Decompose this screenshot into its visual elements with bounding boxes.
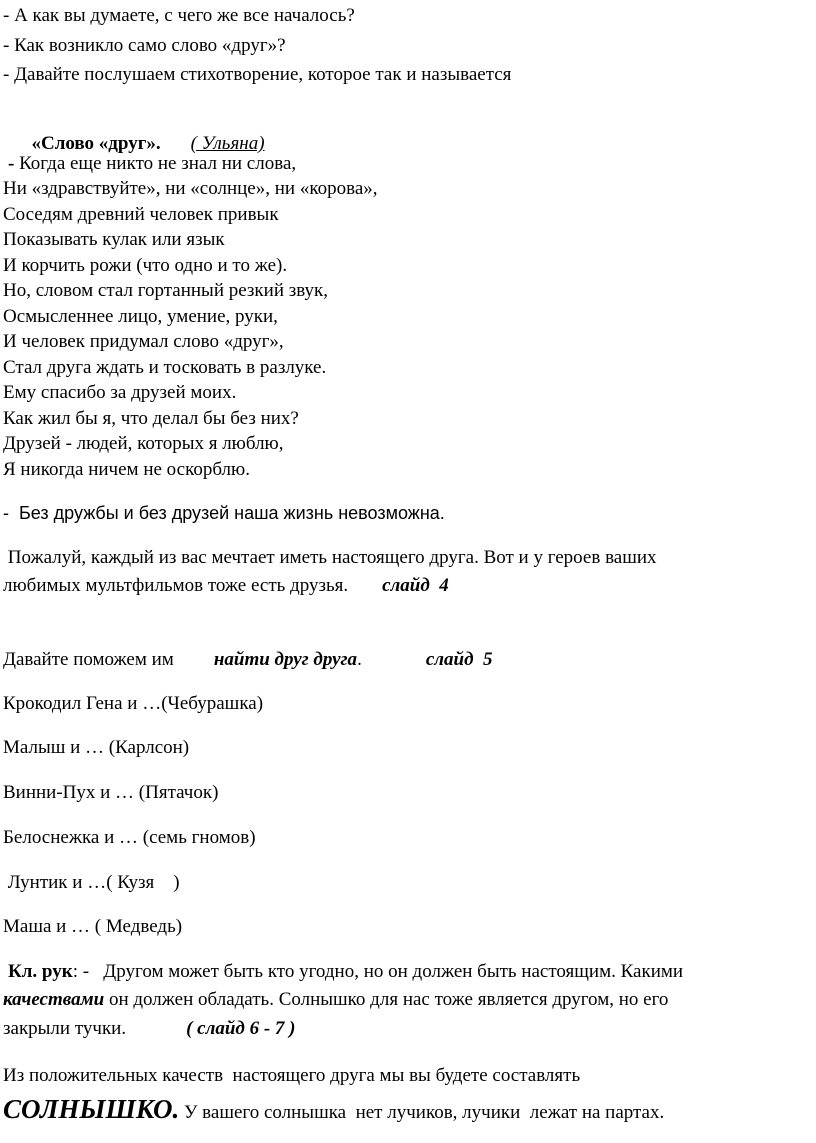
- slide-5-label: слайд 5: [425, 649, 493, 670]
- poem-line-3: Соседям древний человек привык: [3, 204, 279, 225]
- poem-line-2: Ни «здравствуйте», ни «солнце», ни «корова»,: [3, 178, 378, 199]
- poem-line-12: Друзей - людей, которых я люблю,: [3, 433, 284, 454]
- poem-line-11: Как жил бы я, что делал бы без них?: [3, 408, 299, 429]
- help-dot: .: [357, 649, 362, 670]
- pair-3: Винни-Пух и … (Пятачок): [3, 782, 219, 803]
- poem-line-7: Осмысленнее лицо, умение, руки,: [3, 306, 278, 327]
- teacher-line-3: [3, 1017, 296, 1041]
- paragraph-line-2-text: любимых мультфильмов тоже есть друзья.: [3, 575, 349, 596]
- final-line-2: [3, 1093, 664, 1129]
- sun-word: СОЛНЫШКО.: [3, 1094, 180, 1124]
- poem-author: ( Ульяна): [190, 133, 265, 154]
- poem-line-8: И человек придумал слово «друг»,: [3, 331, 284, 352]
- final-rest: У вашего солнышка нет лучиков, лучики лежат на партах.: [179, 1102, 665, 1123]
- poem-title: «Слово «друг».: [31, 133, 161, 154]
- poem-line-10: Ему спасибо за друзей моих.: [3, 382, 237, 403]
- teacher-label: Кл. рук: [8, 961, 73, 982]
- paragraph-line-2: [3, 574, 449, 598]
- poem-line-text: Когда еще никто не знал ни слова,: [19, 153, 297, 174]
- help-italic: найти друг друга: [213, 649, 358, 670]
- pair-6: Маша и … ( Медведь): [3, 916, 183, 937]
- teacher-line-1: [8, 960, 683, 984]
- intro-line-3: - Давайте послушаем стихотворение, которое так и называется: [3, 64, 512, 85]
- intro-line-1: - А как вы думаете, с чего же все началось?: [3, 5, 355, 26]
- statement: - Без дружбы и без друзей наша жизнь невозможна.: [3, 503, 445, 523]
- teacher-line-3-text: закрыли тучки.: [3, 1018, 127, 1039]
- poem-heading: [22, 108, 265, 156]
- poem-line-6: Но, словом стал гортанный резкий звук,: [3, 280, 329, 301]
- slide-4-label: слайд 4: [382, 575, 449, 596]
- final-line-1: Из положительных качеств настоящего друга мы вы будете составлять: [3, 1065, 581, 1086]
- pair-5: Лунтик и …( Кузя ): [3, 872, 180, 893]
- poem-dash: -: [8, 153, 15, 174]
- teacher-line-2: [3, 988, 668, 1012]
- poem-line-9: Стал друга ждать и тосковать в разлуке.: [3, 357, 327, 378]
- teacher-line-2-text: он должен обладать. Солнышко для нас тоже является другом, но его: [104, 989, 669, 1010]
- pair-1: Крокодил Гена и …(Чебурашка): [3, 693, 264, 714]
- pair-2: Малыш и … (Карлсон): [3, 737, 190, 758]
- pair-4: Белоснежка и … (семь гномов): [3, 827, 256, 848]
- paragraph-line-1: Пожалуй, каждый из вас мечтает иметь настоящего друга. Вот и у героев ваших: [3, 547, 657, 568]
- poem-line-13: Я никогда ничем не оскорблю.: [3, 459, 250, 480]
- poem-line-4: Показывать кулак или язык: [3, 229, 225, 250]
- help-line: [3, 648, 493, 672]
- intro-line-2: - Как возникло само слово «друг»?: [3, 35, 286, 56]
- slide-6-7-label: ( слайд 6 - 7 ): [186, 1018, 296, 1039]
- teacher-text: : - Другом может быть кто угодно, но он должен быть настоящим. Какими: [72, 961, 684, 982]
- poem-line-5: И корчить рожи (что одно и то же).: [3, 255, 288, 276]
- poem-line-1: [3, 152, 296, 176]
- help-text: Давайте поможем им: [3, 649, 174, 670]
- qualities-word: качествами: [3, 989, 105, 1010]
